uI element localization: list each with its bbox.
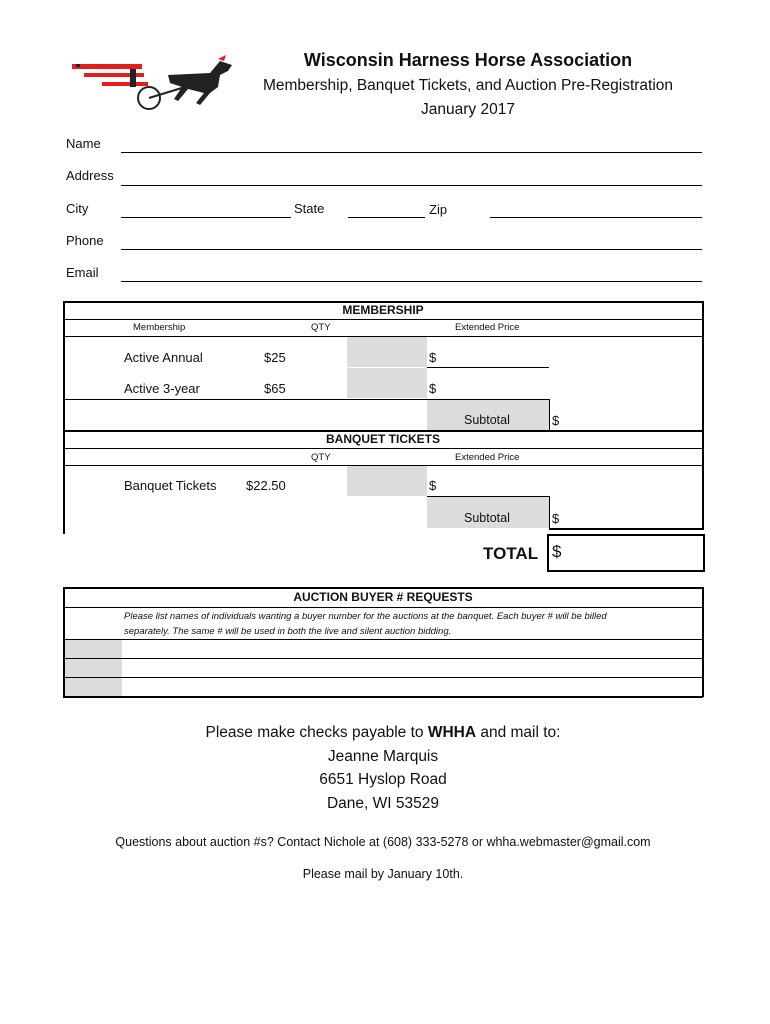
col-header-qty: QTY [311, 322, 331, 333]
zip-label: Zip [429, 202, 448, 217]
auction-instructions-1: Please list names of individuals wanting a buyer number for the auctions at the banquet. Each buyer # will be billed [124, 611, 607, 622]
total-value: $ [552, 542, 562, 561]
horse-sulky-logo [70, 55, 240, 117]
org-title: Wisconsin Harness Horse Association [303, 50, 633, 70]
email-label: Email [66, 265, 99, 280]
name-label: Name [66, 136, 101, 151]
zip-field[interactable] [490, 217, 702, 218]
address-field[interactable] [121, 185, 702, 186]
questions-contact: Questions about auction #s? Contact Nichole at (608) 333-5278 or whha.webmaster@gmail.com [115, 835, 651, 849]
active-3year-price: $65 [264, 381, 286, 396]
active-3year-extended[interactable]: $ [429, 381, 437, 396]
form-subtitle: Membership, Banquet Tickets, and Auction Pre-Registration [262, 77, 674, 94]
city-label: City [66, 201, 89, 216]
banquet-col-extended: Extended Price [455, 452, 520, 463]
active-annual-price: $25 [264, 350, 286, 365]
banquet-tickets-price: $22.50 [246, 478, 286, 493]
payable-prefix: Please make checks payable to [205, 724, 428, 741]
buyer-name-row-2[interactable] [122, 659, 702, 677]
address-label: Address [66, 168, 114, 183]
payable-suffix: and mail to: [476, 724, 561, 741]
banquet-subtotal-label: Subtotal [464, 511, 510, 525]
payable-line [0, 724, 766, 742]
banquet-heading: BANQUET TICKETS [326, 432, 440, 446]
mail-name: Jeanne Marquis [327, 748, 439, 765]
mail-city: Dane, WI 53529 [326, 795, 439, 812]
auction-heading: AUCTION BUYER # REQUESTS [293, 590, 473, 604]
mail-street: 6651 Hyslop Road [319, 771, 447, 788]
buyer-name-row-3[interactable] [122, 678, 702, 696]
form-date: January 2017 [421, 101, 515, 118]
email-field[interactable] [121, 281, 702, 282]
payable-org: WHHA [427, 724, 477, 741]
name-field[interactable] [121, 152, 702, 153]
qty-cell-active-3year[interactable] [347, 368, 427, 398]
banquet-subtotal-value[interactable]: $ [552, 511, 560, 526]
banquet-tickets-label: Banquet Tickets [124, 478, 217, 493]
banquet-tickets-extended[interactable]: $ [429, 478, 437, 493]
qty-cell-active-annual[interactable] [347, 337, 427, 367]
city-field[interactable] [121, 217, 291, 218]
col-header-extended: Extended Price [455, 322, 520, 333]
active-annual-label: Active Annual [124, 350, 203, 365]
buyer-name-row-1[interactable] [122, 640, 702, 658]
active-3year-label: Active 3-year [124, 381, 200, 396]
mail-deadline: Please mail by January 10th. [302, 867, 464, 881]
membership-subtotal-value[interactable]: $ [552, 413, 560, 428]
banquet-col-qty: QTY [311, 452, 331, 463]
phone-field[interactable] [121, 249, 702, 250]
state-label: State [294, 201, 325, 216]
state-field[interactable] [348, 217, 425, 218]
total-box[interactable] [547, 534, 705, 572]
qty-cell-banquet[interactable] [347, 466, 427, 496]
auction-instructions-2: separately. The same # will be used in both the live and silent auction bidding. [124, 626, 452, 637]
active-annual-extended[interactable]: $ [429, 350, 437, 365]
phone-label: Phone [66, 233, 104, 248]
membership-heading: MEMBERSHIP [342, 303, 424, 317]
total-label: TOTAL [483, 544, 539, 563]
membership-subtotal-label: Subtotal [464, 413, 510, 427]
col-header-membership: Membership [133, 322, 186, 333]
